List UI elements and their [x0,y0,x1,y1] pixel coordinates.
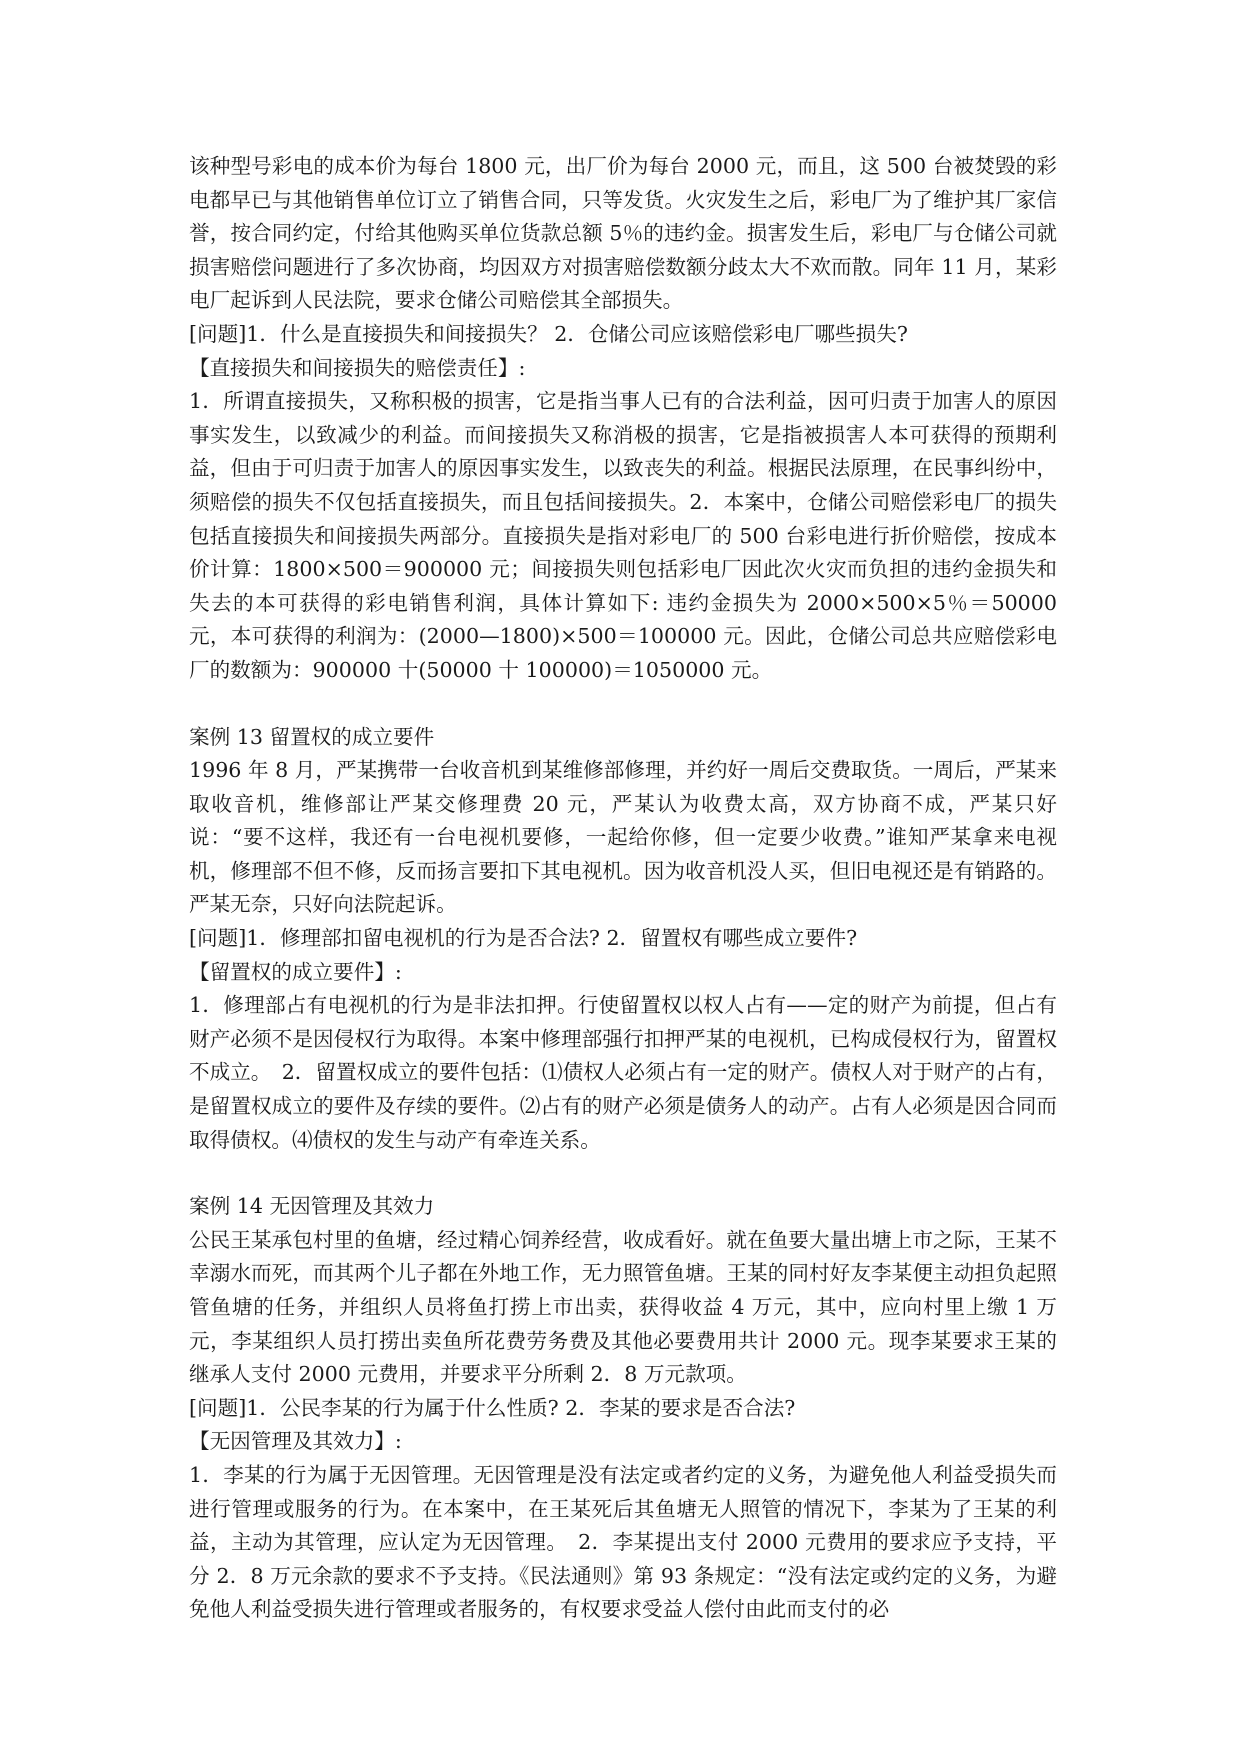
case-13-facts-paragraph: 1996 年 8 月，严某携带一台收音机到某维修部修理，并约好一周后交费取货。一周后，严某来取收音机，维修部让严某交修理费 20 元，严某认为收费太高，双方协商不成，严某只好说：“要不这样，我还有一台电视机要修，一起给你修，但一定要少收费。”谁知严某拿来电视机，修理部不但不修，反而扬言要扣下其电视机。因为收音机没人买，但旧电视还是有销路的。严某无奈，只好向法院起诉。 [189,758,1057,917]
case-12-answer-paragraph: 1．所谓直接损失，又称积极的损害，它是指当事人已有的合法利益，因可归责于加害人的原因事实发生，以致减少的利益。而间接损失又称消极的损害，它是指被损害人本可获得的预期利益，但由于可归责于加害人的原因事实发生，以致丧失的利益。根据民法原理，在民事纠纷中，须赔偿的损失不仅包括直接损失，而且包括间接损失。2．本案中，仓储公司赔偿彩电厂的损失包括直接损失和间接损失两部分。直接损失是指对彩电厂的 500 台彩电进行折价赔偿，按成本价计算：1800×500＝900000 元；间接损失则包括彩电厂因此次火灾而负担的违约金损失和失去的本可获得的彩电销售利润，具体计算如下: 违约金损失为 2000×500×5％＝50000 元，本可获得的利润为：(2000—1800)×500＝100000 元。因此，仓储公司总共应赔偿彩电厂的数额为：900000 十(50000 十 100000)＝1050000 元。 [189,389,1057,682]
case-12-question: [问题]1．什么是直接损失和间接损失？ 2．仓储公司应该赔偿彩电厂哪些损失? [189,321,908,346]
case-14-answer-heading: 【无因管理及其效力】: [189,1429,402,1454]
document-page [189,150,1057,1627]
case-12-answer-heading: 【直接损失和间接损失的赔偿责任】: [189,355,526,380]
section-spacer [189,688,1057,721]
case-13-question: [问题]1．修理部扣留电视机的行为是否合法? 2．留置权有哪些成立要件? [189,926,858,951]
case-14-title: 案例 14 无因管理及其效力 [189,1194,435,1219]
case-13-title: 案例 13 留置权的成立要件 [189,724,435,749]
case-14-answer-paragraph: 1．李某的行为属于无因管理。无因管理是没有法定或者约定的义务，为避免他人利益受损失而进行管理或服务的行为。在本案中，在王某死后其鱼塘无人照管的情况下，李某为了王某的利益，主动为其管理，应认定为无因管理。 2．李某提出支付 2000 元费用的要求应予支持，平分 2．8 万元余款的要求不予支持。《民法通则》第 93 条规定：“没有法定或约定的义务，为避免他人利益受损失进行管理或者服务的，有权要求受益人偿付由此而支付的必 [189,1462,1057,1622]
case-14-facts-paragraph: 公民王某承包村里的鱼塘，经过精心饲养经营，收成看好。就在鱼要大量出塘上市之际，王某不幸溺水而死，而其两个儿子都在外地工作，无力照管鱼塘。王某的同村好友李某便主动担负起照管鱼塘的任务，并组织人员将鱼打捞上市出卖，获得收益 4 万元，其中，应向村里上缴 1 万元，李某组织人员打捞出卖鱼所花费劳务费及其他必要费用共计 2000 元。现李某要求王某的继承人支付 2000 元费用，并要求平分所剩 2．8 万元款项。 [189,1227,1057,1387]
case-12-facts-paragraph: 该种型号彩电的成本价为每台 1800 元，出厂价为每台 2000 元，而且，这 500 台被焚毁的彩电都早已与其他销售单位订立了销售合同，只等发货。火灾发生之后，彩电厂为了维护其厂家信誉，按合同约定，付给其他购买单位货款总额 5％的违约金。损害发生后，彩电厂与仓储公司就损害赔偿问题进行了多次协商，均因双方对损害赔偿数额分歧太大不欢而散。同年 11 月，某彩电厂起诉到人民法院，要求仓储公司赔偿其全部损失。 [189,154,1057,313]
case-13-answer-paragraph: 1．修理部占有电视机的行为是非法扣押。行使留置权以权人占有——定的财产为前提，但占有财产必须不是因侵权行为取得。本案中修理部强行扣押严某的电视机，已构成侵权行为，留置权不成立。 2．留置权成立的要件包括：⑴债权人必须占有一定的财产。债权人对于财产的占有，是留置权成立的要件及存续的要件。⑵占有的财产必须是债务人的动产。占有人必须是因合同而取得债权。⑷债权的发生与动产有牵连关系。 [189,993,1057,1152]
section-spacer [189,1157,1057,1190]
case-14-question: [问题]1．公民李某的行为属于什么性质? 2．李某的要求是否合法? [189,1395,796,1420]
case-13-answer-heading: 【留置权的成立要件】: [189,959,402,984]
